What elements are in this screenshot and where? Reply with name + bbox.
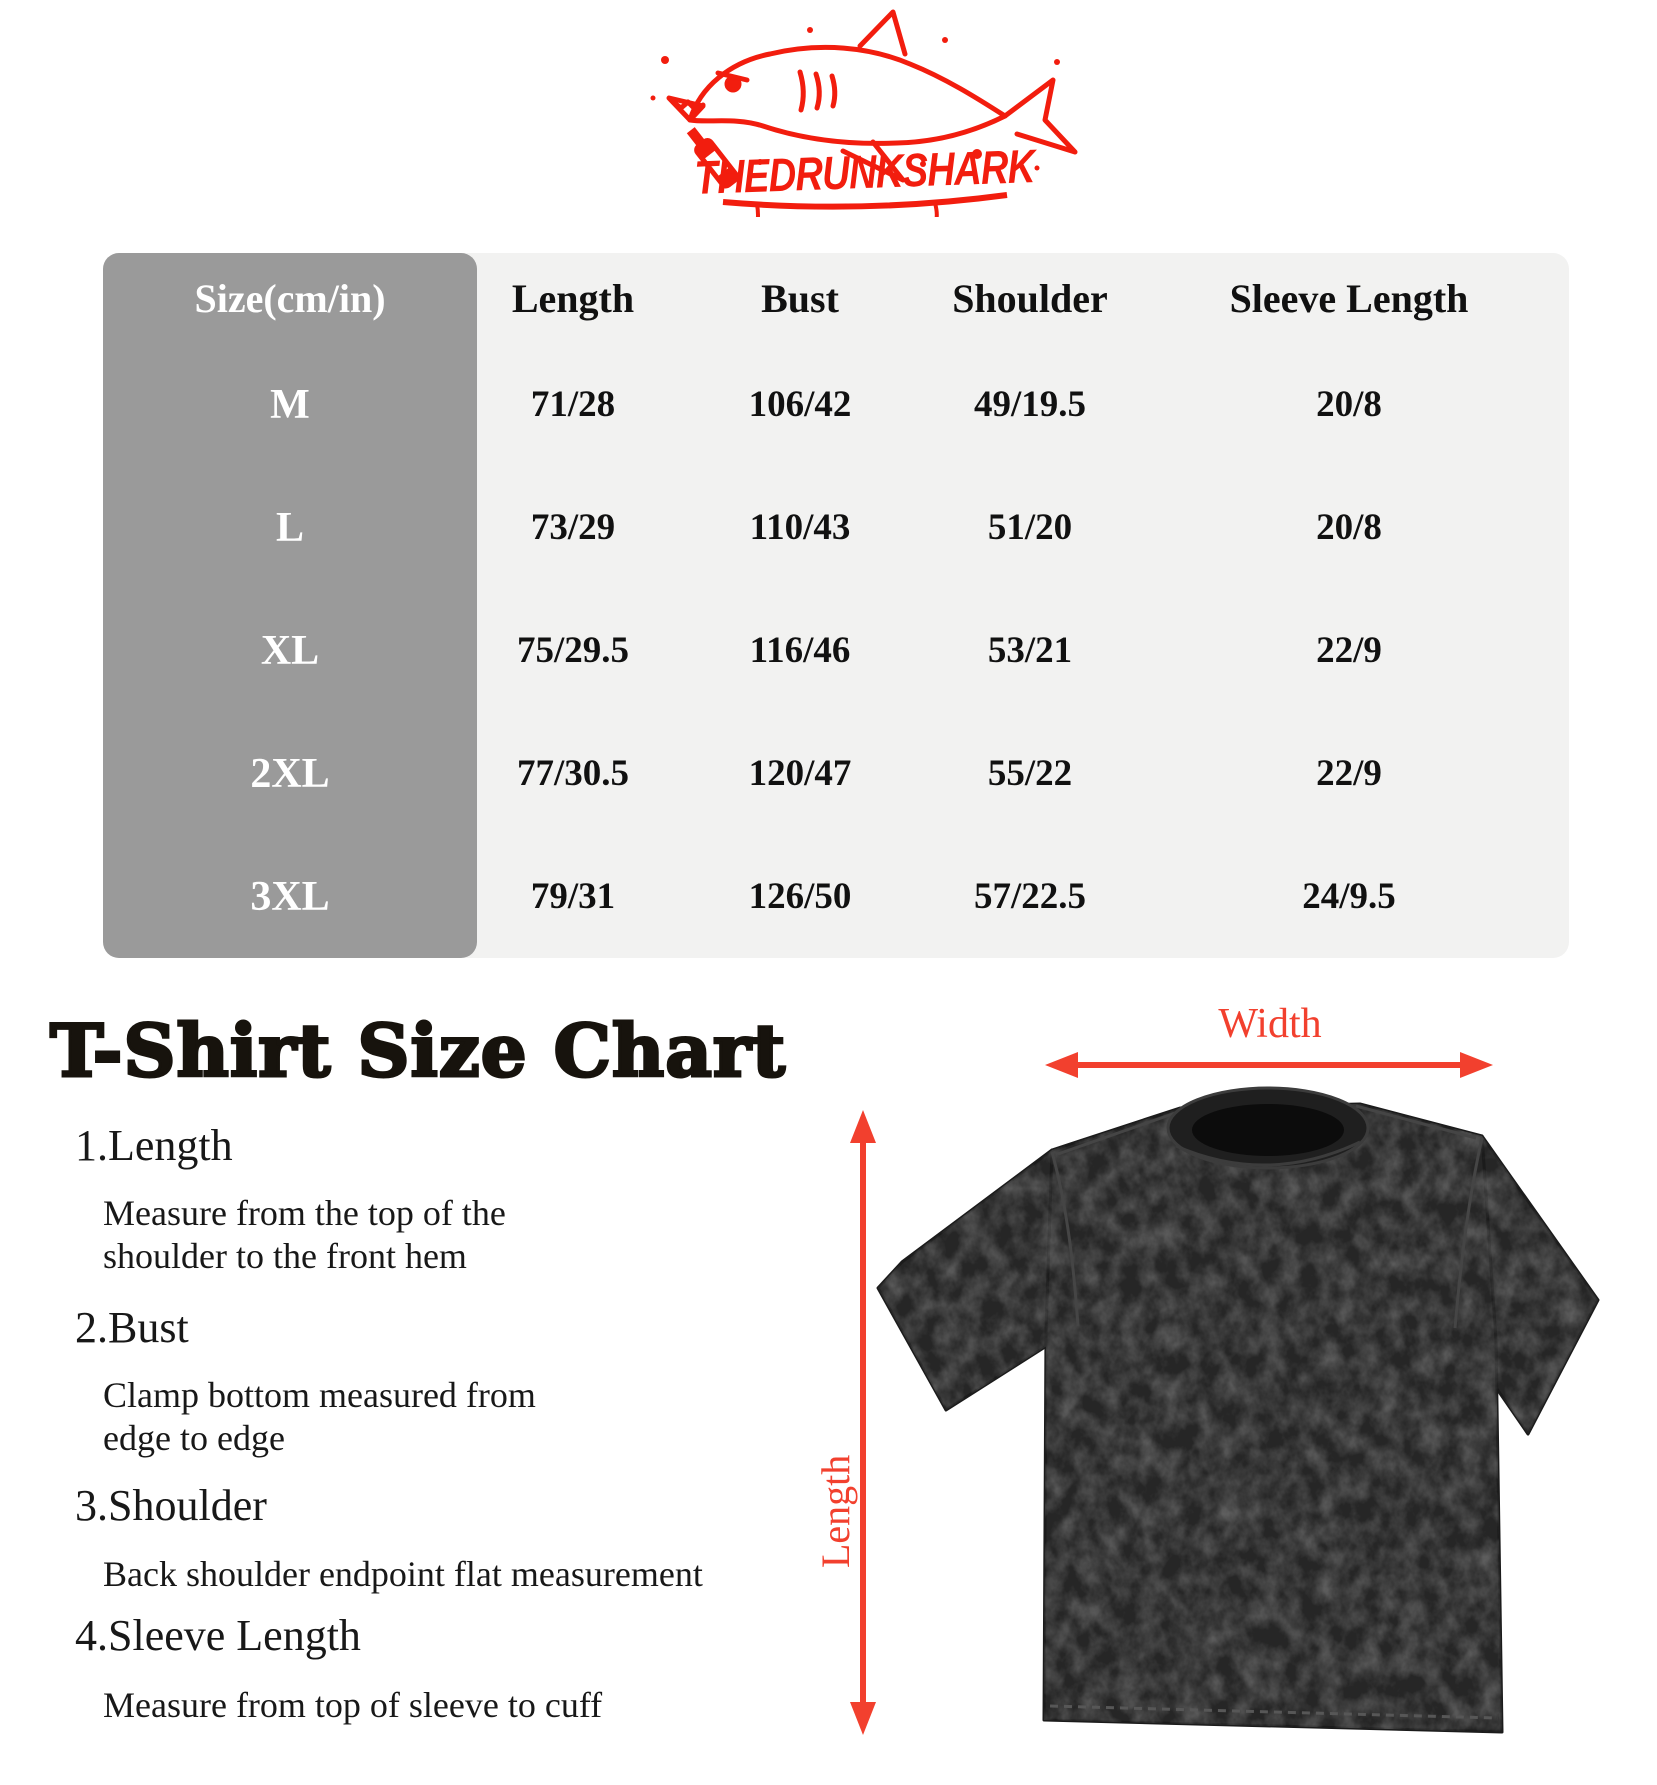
- length-value: 71/28: [530, 384, 616, 425]
- definition-term-length: 1.Length: [75, 1121, 233, 1170]
- definition-term-sleeve-length: 4.Sleeve Length: [75, 1611, 361, 1660]
- size-label: L: [275, 504, 304, 551]
- bust-value: 110/43: [749, 507, 851, 548]
- page-title: T-Shirt Size Chart: [50, 1008, 787, 1093]
- definition-desc-line: Clamp bottom measured from: [103, 1375, 536, 1415]
- bust-value: 120/47: [748, 753, 852, 794]
- width-dimension-label: Width: [1218, 1001, 1322, 1047]
- sleeve-length-value: 20/8: [1316, 507, 1382, 548]
- sleeve-length-value: 24/9.5: [1302, 876, 1396, 917]
- table-row-m: [103, 343, 1569, 466]
- shoulder-value: 51/20: [987, 507, 1073, 548]
- size-table-header-row: [103, 253, 1569, 343]
- shoulder-value: 53/21: [987, 630, 1073, 671]
- size-label: 2XL: [250, 750, 330, 797]
- size-table: [103, 253, 1569, 958]
- table-row-xl: [103, 589, 1569, 712]
- shoulder-value: 49/19.5: [973, 384, 1087, 425]
- table-row-l: [103, 466, 1569, 589]
- shoulder-value: 57/22.5: [973, 876, 1087, 917]
- bust-value: 116/46: [749, 630, 851, 671]
- column-header-shoulder: Shoulder: [952, 275, 1108, 321]
- size-label: M: [270, 381, 310, 428]
- definition-term-shoulder: 3.Shoulder: [75, 1481, 267, 1530]
- definition-desc-line: Measure from top of sleeve to cuff: [103, 1685, 603, 1725]
- length-dimension-label: Length: [813, 1454, 858, 1568]
- column-header-size: Size(cm/in): [194, 275, 386, 321]
- width-arrow-icon: [1045, 1052, 1493, 1078]
- size-label: 3XL: [250, 873, 330, 920]
- definition-desc-line: shoulder to the front hem: [103, 1236, 467, 1276]
- bust-value: 126/50: [748, 876, 852, 917]
- column-header-length: Length: [511, 275, 635, 321]
- sleeve-length-value: 22/9: [1316, 753, 1382, 794]
- sleeve-length-value: 22/9: [1316, 630, 1382, 671]
- tshirt-image: [878, 1088, 1598, 1732]
- sleeve-length-value: 20/8: [1316, 384, 1382, 425]
- size-label: XL: [260, 627, 320, 674]
- brand-wordmark: THEDRUNKSHARK: [693, 136, 1114, 204]
- table-row-3xl: [103, 835, 1569, 958]
- definition-desc-line: edge to edge: [103, 1418, 285, 1458]
- brand-logo: [595, 2, 1135, 217]
- length-value: 77/30.5: [516, 753, 630, 794]
- collar: [1168, 1088, 1368, 1168]
- column-header-bust: Bust: [761, 275, 839, 321]
- length-value: 73/29: [530, 507, 616, 548]
- shoulder-value: 55/22: [987, 753, 1073, 794]
- length-value: 75/29.5: [516, 630, 630, 671]
- bust-value: 106/42: [748, 384, 852, 425]
- definition-term-bust: 2.Bust: [75, 1303, 189, 1352]
- tshirt-measurement-diagram: [780, 980, 1657, 1785]
- definition-desc-line: Back shoulder endpoint flat measurement: [103, 1554, 703, 1594]
- table-row-2xl: [103, 712, 1569, 835]
- length-value: 79/31: [530, 876, 616, 917]
- column-header-sleeve-length: Sleeve Length: [1229, 275, 1469, 321]
- definition-desc-line: Measure from the top of the: [103, 1193, 506, 1233]
